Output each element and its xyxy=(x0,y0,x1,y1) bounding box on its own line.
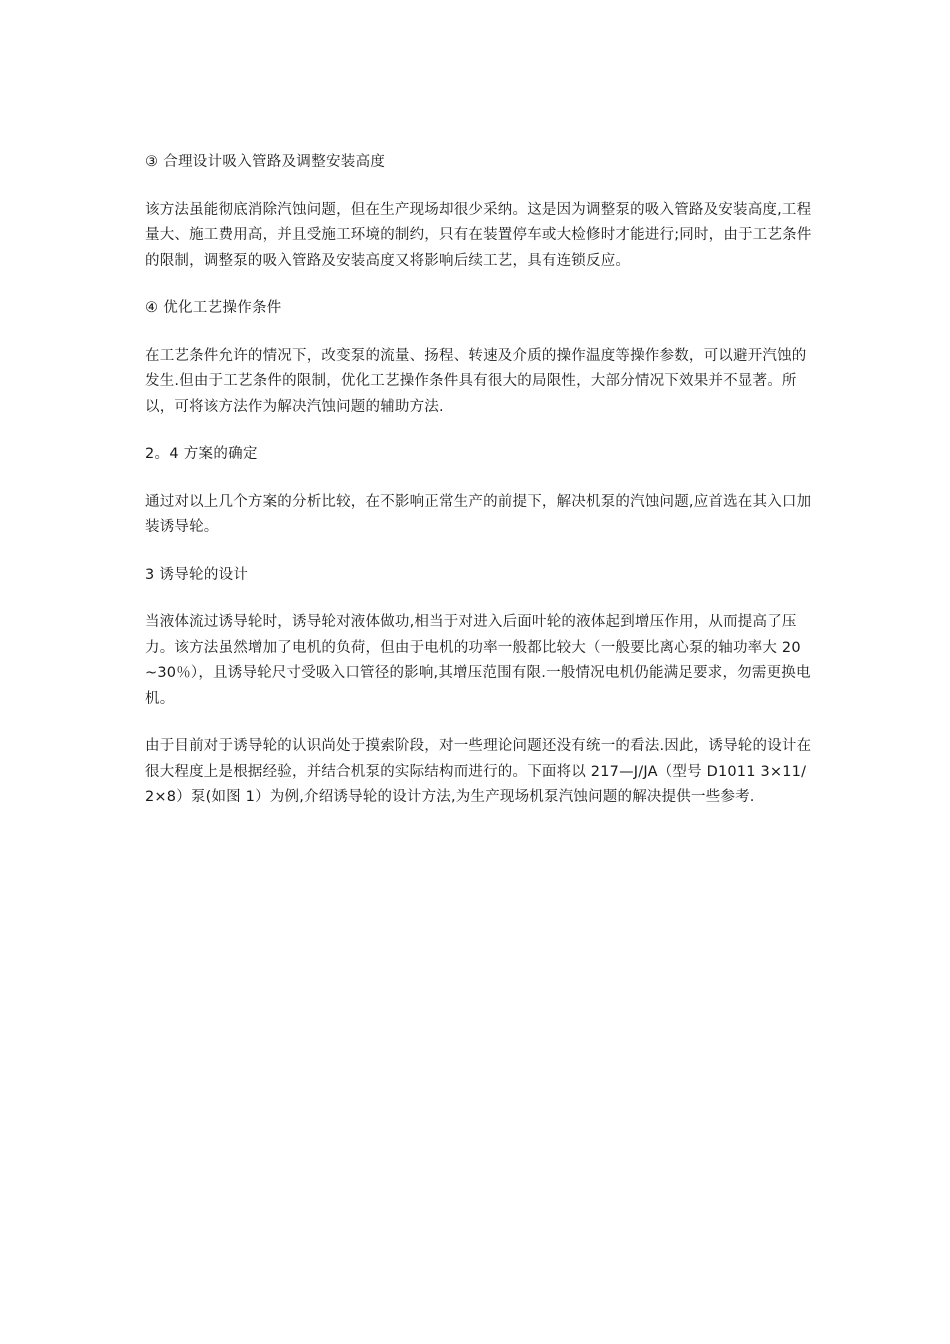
paragraph-gap xyxy=(145,468,813,490)
paragraph-gap xyxy=(145,322,813,344)
paragraph-gap xyxy=(145,588,813,610)
paragraph-optimize-process: 在工艺条件允许的情况下，改变泵的流量、扬程、转速及介质的操作温度等操作参数，可以避开汽蚀的发生.但由于工艺条件的限制，优化工艺操作条件具有很大的局限性，大部分情况下效果并不显著。所以，可将该方法作为解决汽蚀问题的辅助方法. xyxy=(145,347,807,415)
section-heading-optimize-process: ④ 优化工艺操作条件 xyxy=(145,300,282,316)
paragraph-pipe-design: 该方法虽能彻底消除汽蚀问题，但在生产现场却很少采纳。这是因为调整泵的吸入管路及安装高度,工程量大、施工费用高，并且受施工环境的制约，只有在装置停车或大检修时才能进行;同时，由于工艺条件的限制，调整泵的吸入管路及安装高度又将影响后续工艺，具有连锁反应。 xyxy=(145,201,812,269)
section-heading-inducer-design: 3 诱导轮的设计 xyxy=(145,566,249,583)
section-heading-plan-decision: 2。4 方案的确定 xyxy=(145,446,258,462)
paragraph-inducer-principle: 当液体流过诱导轮时，诱导轮对液体做功,相当于对进入后面叶轮的液体起到增压作用，从而提高了压力。该方法虽然增加了电机的负荷，但由于电机的功率一般都比较大（一般要比离心泵的轴功率大 20~30％），且诱导轮尺寸受吸入口管径的影响,其增压范围有限.一般情况电机仍能满足要求，勿需更换电机。 xyxy=(145,614,811,707)
paragraph-inducer-example: 由于目前对于诱导轮的认识尚处于摸索阶段，对一些理论问题还没有统一的看法.因此，诱导轮的设计在很大程度上是根据经验，并结合机泵的实际结构而进行的。下面将以 217—J/JA（型号 D1011 3×11/2×8）泵(如图 1）为例,介绍诱导轮的设计方法,为生产现场机泵汽蚀问题的解决提供一些参考. xyxy=(145,738,812,805)
section-heading-pipe-design: ③ 合理设计吸入管路及调整安装高度 xyxy=(145,154,386,170)
paragraph-gap xyxy=(145,420,813,442)
paragraph-gap xyxy=(145,274,813,296)
document-body xyxy=(145,150,813,811)
paragraph-gap xyxy=(145,712,813,734)
paragraph-plan-decision: 通过对以上几个方案的分析比较，在不影响正常生产的前提下，解决机泵的汽蚀问题,应首选在其入口加装诱导轮。 xyxy=(145,493,812,535)
paragraph-gap xyxy=(145,541,813,563)
paragraph-gap xyxy=(145,176,813,198)
